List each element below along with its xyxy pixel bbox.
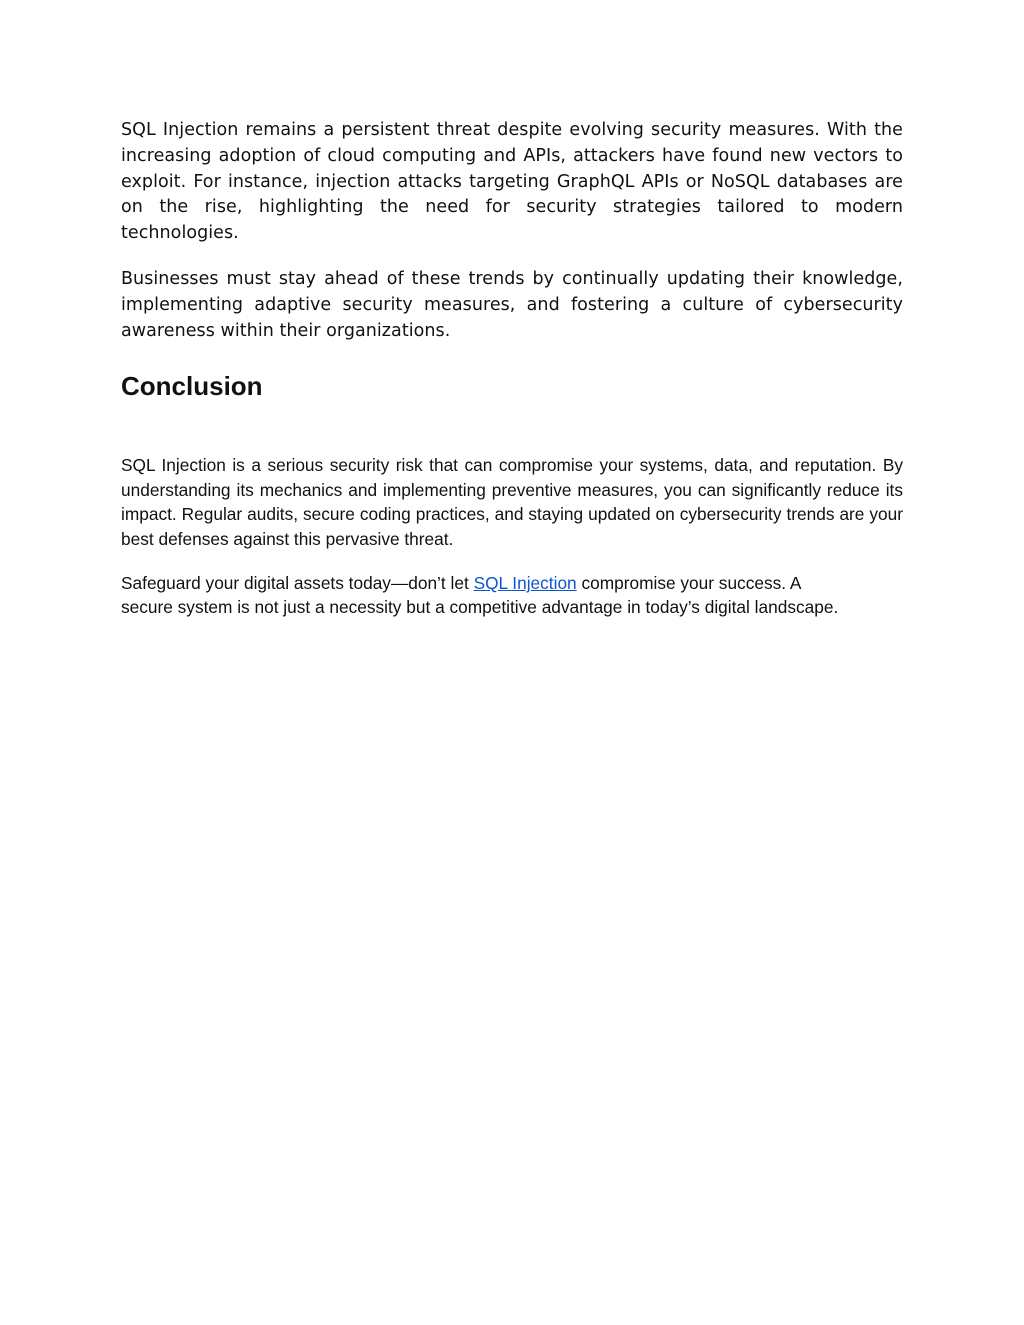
final-text-before-link: Safeguard your digital assets today—don’t let	[121, 573, 474, 593]
final-text-line2: secure system is not just a necessity but a competitive advantage in today’s digital landscape.	[121, 597, 839, 618]
conclusion-heading: Conclusion	[121, 371, 263, 402]
final-text-after-link: compromise your success. A	[576, 573, 802, 593]
paragraph-trends: SQL Injection remains a persistent threat despite evolving security measures. With the increasing adoption of cloud computing and APIs, attackers have found new vectors to exploit. For instance, injection attacks targeting GraphQL APIs or NoSQL databases are on the rise, highlighting the need for security strategies tailored to modern technologies.	[121, 120, 903, 244]
paragraph-final	[121, 571, 903, 620]
document-page	[121, 118, 903, 620]
sql-injection-link[interactable]: SQL Injection	[473, 573, 577, 593]
paragraph-business: Businesses must stay ahead of these trends by continually updating their knowledge, implementing adaptive security measures, and fostering a culture of cybersecurity awareness within their organizations.	[121, 268, 903, 341]
paragraph-conclusion: SQL Injection is a serious security risk that can compromise your systems, data, and reputation. By understanding its mechanics and implementing preventive measures, you can significantly reduce its impact. Regular audits, secure coding practices, and staying updated on cybersecurity trends are your best defenses against this pervasive threat.	[121, 455, 903, 549]
